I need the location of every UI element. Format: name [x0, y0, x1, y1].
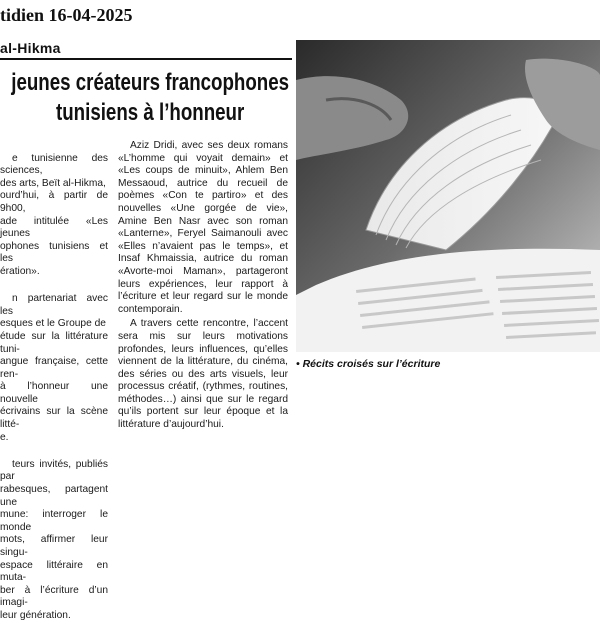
- article-headline: [0, 68, 300, 128]
- article-column-1: [0, 140, 108, 621]
- open-book-illustration: [296, 40, 600, 352]
- column1-paragraph-2: n partenariat avec les esques et le Groupe de étude sur la littérature tuni- angue française, cette ren- à l’honneur une nouvelle écrivains sur la scène litté- e.: [0, 293, 108, 443]
- photo-caption: • Récits croisés sur l’écriture: [296, 358, 441, 370]
- article-photo-open-book: [296, 40, 600, 352]
- section-rubric: al-Hikma: [0, 40, 61, 56]
- masthead-date: tidien 16-04-2025: [0, 5, 133, 25]
- headline-line-1: jeunes créateurs francophones: [11, 69, 290, 96]
- headline-line-2: tunisiens à l’honneur: [56, 99, 245, 126]
- column1-paragraph-3: teurs invités, publiés par rabesques, partagent une mune: interroger le monde mots, affirmer leur singu- espace littéraire en muta- ber à l’écriture d’un imagi- leur génération.: [0, 458, 108, 621]
- article-column-2: [118, 140, 288, 434]
- column2-paragraph-1: Aziz Dridi, avec ses deux romans «L’homme qui voyait demain» et «Les coups de minuit», Ahlem Ben Messaoud, autrice du recueil de poèmes «Con te partiro» et des nouvelles «Une gorgée de vie», Amine Ben Nasr avec son roman «Lanterne», Feryel Saimanouli avec «Elles n’avaient pas le temps», et Insaf Khmaissia, autrice du roman «Avorte-moi Maman», partageront leurs expériences, leur rapport à l’écriture et leur regard sur le monde contemporain.: [118, 140, 288, 315]
- column1-paragraph-1: e tunisienne des sciences, des arts, Beït al-Hikma, ourd’hui, à partir de 9h00, ade intitulée «Les jeunes ophones tunisiens et les ération».: [0, 152, 108, 277]
- rubric-divider: [0, 58, 292, 60]
- column2-paragraph-2: A travers cette rencontre, l’accent sera mis sur leurs motivations profondes, leurs influences, qu’elles viennent de la littérature, du cinéma, des séries ou des arts visuels, leur processus créatif, (rythmes, routines, méthodes…) ainsi que sur le regard qu’ils portent sur leur époque et la littérature d’aujourd’hui.: [118, 318, 288, 431]
